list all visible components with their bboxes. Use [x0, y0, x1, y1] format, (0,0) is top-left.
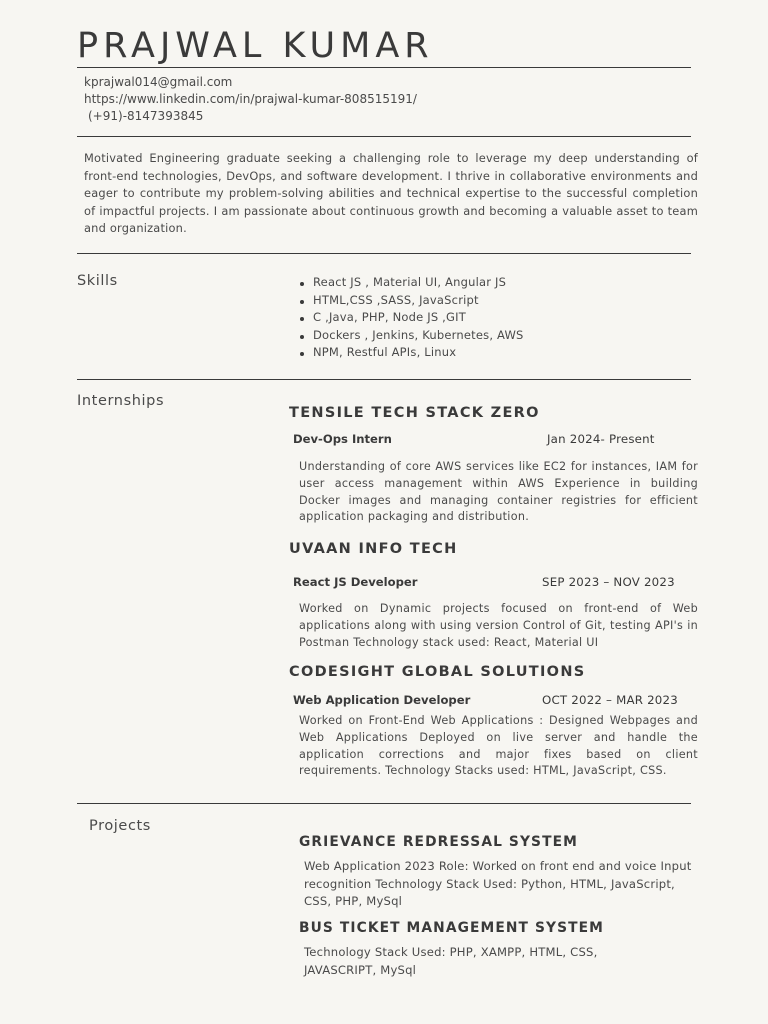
internship-description: Understanding of core AWS services like EC2 for instances, IAM for user access management within AWS Experience in building Docker images and managing container registries for efficient application packaging and distribution.	[299, 460, 698, 524]
phone-text: (+91)-8147393845	[88, 109, 204, 123]
internship-date: Jan 2024- Present	[547, 432, 655, 446]
internship-role: React JS Developer	[293, 575, 418, 589]
skill-item: C ,Java, PHP, Node JS ,GIT	[298, 309, 524, 327]
internship-company: CODESIGHT GLOBAL SOLUTIONS	[289, 664, 586, 680]
internship-date: SEP 2023 – NOV 2023	[542, 575, 675, 589]
internship-company: TENSILE TECH STACK ZERO	[289, 405, 540, 421]
internship-role: Web Application Developer	[293, 693, 471, 707]
projects-heading: Projects	[89, 818, 151, 834]
linkedin-link[interactable]: https://www.linkedin.com/in/prajwal-kumar-808515191/	[84, 92, 417, 106]
divider	[77, 803, 691, 804]
project-title: BUS TICKET MANAGEMENT SYSTEM	[299, 920, 604, 936]
internship-date: OCT 2022 – MAR 2023	[542, 693, 678, 707]
internship-company: UVAAN INFO TECH	[289, 541, 458, 557]
skill-item: NPM, Restful APIs, Linux	[298, 344, 524, 362]
skill-item: React JS , Material UI, Angular JS	[298, 274, 524, 292]
divider	[77, 253, 691, 254]
project-description: Technology Stack Used: PHP, XAMPP, HTML, CSS, JAVASCRIPT, MySql	[304, 945, 598, 977]
internships-heading: Internships	[77, 393, 165, 409]
skills-list	[298, 274, 524, 362]
candidate-name: PRAJWAL KUMAR	[77, 26, 434, 66]
skills-heading: Skills	[77, 273, 118, 289]
divider	[77, 136, 691, 137]
divider	[77, 67, 691, 68]
skill-item: Dockers , Jenkins, Kubernetes, AWS	[298, 327, 524, 345]
summary-paragraph: Motivated Engineering graduate seeking a challenging role to leverage my deep understanding of front-end technologies, DevOps, and software development. I thrive in collaborative environments and eager to contribute my problem-solving abilities and technical expertise to the successful completion of impactful projects. I am passionate about continuous growth and becoming a valuable asset to team and organization.	[84, 151, 698, 235]
internship-description: Worked on Dynamic projects focused on front-end of Web applications along with using version Control of Git, testing API's in Postman Technology stack used: React, Material UI	[299, 602, 698, 649]
divider	[77, 379, 691, 380]
email-text[interactable]: kprajwal014@gmail.com	[84, 75, 233, 89]
internship-role: Dev-Ops Intern	[293, 432, 392, 446]
project-description: Web Application 2023 Role: Worked on front end and voice Input recognition Technology Stack Used: Python, HTML, JavaScript, CSS, PHP, MySql	[304, 859, 692, 908]
skill-item: HTML,CSS ,SASS, JavaScript	[298, 292, 524, 310]
project-title: GRIEVANCE REDRESSAL SYSTEM	[299, 834, 578, 850]
internship-description: Worked on Front-End Web Applications : Designed Webpages and Web Applications Deployed on live server and handle the application corrections and major fixes based on client requirements. Technology Stacks used: HTML, JavaScript, CSS.	[299, 714, 698, 778]
